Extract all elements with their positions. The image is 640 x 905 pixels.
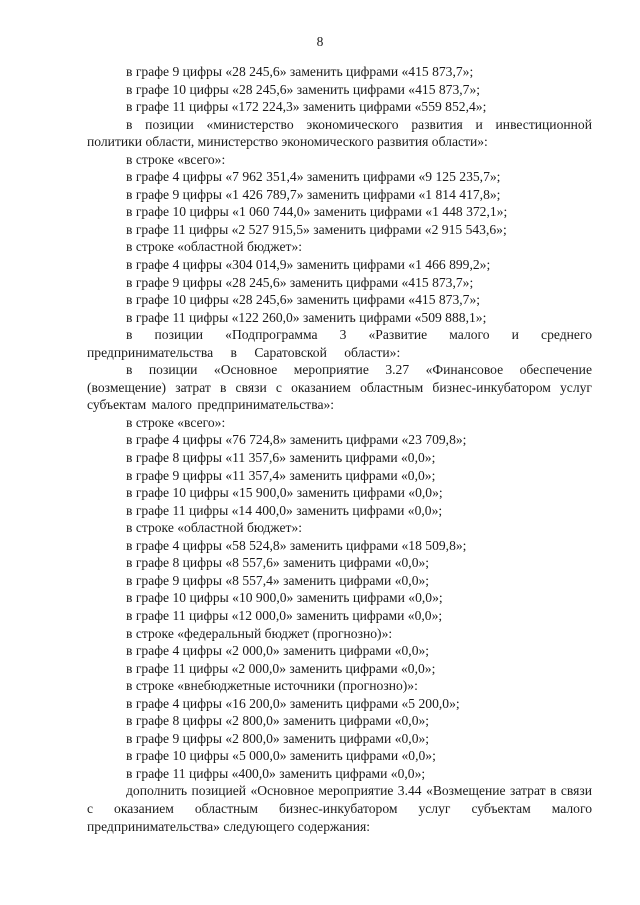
page-number: 8 [316, 34, 324, 49]
row-heading: в строке «областной бюджет»: [126, 520, 303, 536]
row-heading: в строке «областной бюджет»: [126, 239, 303, 255]
amendment-line: в графе 9 цифры «28 245,6» заменить цифрами «415 873,7»; [126, 274, 474, 290]
amendment-line: в графе 11 цифры «172 224,3» заменить цифрами «559 852,4»; [126, 99, 487, 115]
amendment-line: в графе 10 цифры «28 245,6» заменить цифрами «415 873,7»; [126, 292, 481, 308]
amendment-line: в графе 10 цифры «5 000,0» заменить цифрами «0,0»; [126, 748, 436, 764]
amendment-line: в графе 4 цифры «76 724,8» заменить цифрами «23 709,8»; [126, 432, 467, 448]
amendment-line: в графе 11 цифры «12 000,0» заменить цифрами «0,0»; [126, 607, 443, 623]
amendment-line: в графе 11 цифры «2 527 915,5» заменить цифрами «2 915 543,6»; [126, 221, 507, 237]
amendment-line: в графе 9 цифры «8 557,4» заменить цифрами «0,0»; [126, 572, 430, 588]
amendment-line: в графе 9 цифры «2 800,0» заменить цифрами «0,0»; [126, 730, 430, 746]
amendment-line: в графе 9 цифры «1 426 789,7» заменить цифрами «1 814 417,8»; [126, 186, 501, 202]
amendment-line: в графе 10 цифры «28 245,6» заменить цифрами «415 873,7»; [126, 81, 481, 97]
position-paragraph: дополнить позицией «Основное мероприятие 3.44 «Возмещение затрат в связи с оказанием областным бизнес-инкубатором услуг субъектам малого предпринимательства» следующего содержания: [87, 783, 592, 834]
amendment-line: в графе 4 цифры «58 524,8» заменить цифрами «18 509,8»; [126, 537, 467, 553]
amendment-line: в графе 4 цифры «7 962 351,4» заменить цифрами «9 125 235,7»; [126, 169, 501, 185]
amendment-line: в графе 10 цифры «15 900,0» заменить цифрами «0,0»; [126, 485, 443, 501]
amendment-line: в графе 11 цифры «122 260,0» заменить цифрами «509 888,1»; [126, 309, 487, 325]
amendment-line: в графе 4 цифры «2 000,0» заменить цифрами «0,0»; [126, 643, 430, 659]
row-heading: в строке «всего»: [126, 414, 226, 430]
amendment-line: в графе 9 цифры «28 245,6» заменить цифрами «415 873,7»; [126, 64, 474, 79]
position-paragraph: в позиции «Подпрограмма 3 «Развитие малого и среднего предпринимательства в Саратовской области»: [87, 327, 592, 360]
amendment-line: в графе 10 цифры «10 900,0» заменить цифрами «0,0»; [126, 590, 443, 606]
amendment-line: в графе 4 цифры «16 200,0» заменить цифрами «5 200,0»; [126, 695, 460, 711]
amendment-line: в графе 4 цифры «304 014,9» заменить цифрами «1 466 899,2»; [126, 257, 491, 273]
amendment-line: в графе 8 цифры «2 800,0» заменить цифрами «0,0»; [126, 713, 430, 729]
amendment-line: в графе 11 цифры «14 400,0» заменить цифрами «0,0»; [126, 502, 443, 518]
document-body [87, 63, 592, 835]
row-heading: в строке «всего»: [126, 151, 226, 167]
amendment-line: в графе 8 цифры «8 557,6» заменить цифрами «0,0»; [126, 555, 430, 571]
row-heading: в строке «федеральный бюджет (прогнозно)»: [126, 625, 393, 641]
position-paragraph: в позиции «Основное мероприятие 3.27 «Финансовое обеспечение (возмещение) затрат в связи с оказанием областным бизнес-инкубатором услуг субъектам малого предпринимательства»: [87, 362, 592, 413]
amendment-line: в графе 11 цифры «2 000,0» заменить цифрами «0,0»; [126, 660, 436, 676]
amendment-line: в графе 11 цифры «400,0» заменить цифрами «0,0»; [126, 765, 426, 781]
row-heading: в строке «внебюджетные источники (прогнозно)»: [126, 678, 418, 694]
amendment-line: в графе 9 цифры «11 357,4» заменить цифрами «0,0»; [126, 467, 436, 483]
position-paragraph: в позиции «министерство экономического развития и инвестиционной политики области, министерство экономического развития области»: [87, 116, 592, 150]
amendment-line: в графе 10 цифры «1 060 744,0» заменить цифрами «1 448 372,1»; [126, 204, 508, 220]
amendment-line: в графе 8 цифры «11 357,6» заменить цифрами «0,0»; [126, 450, 436, 466]
